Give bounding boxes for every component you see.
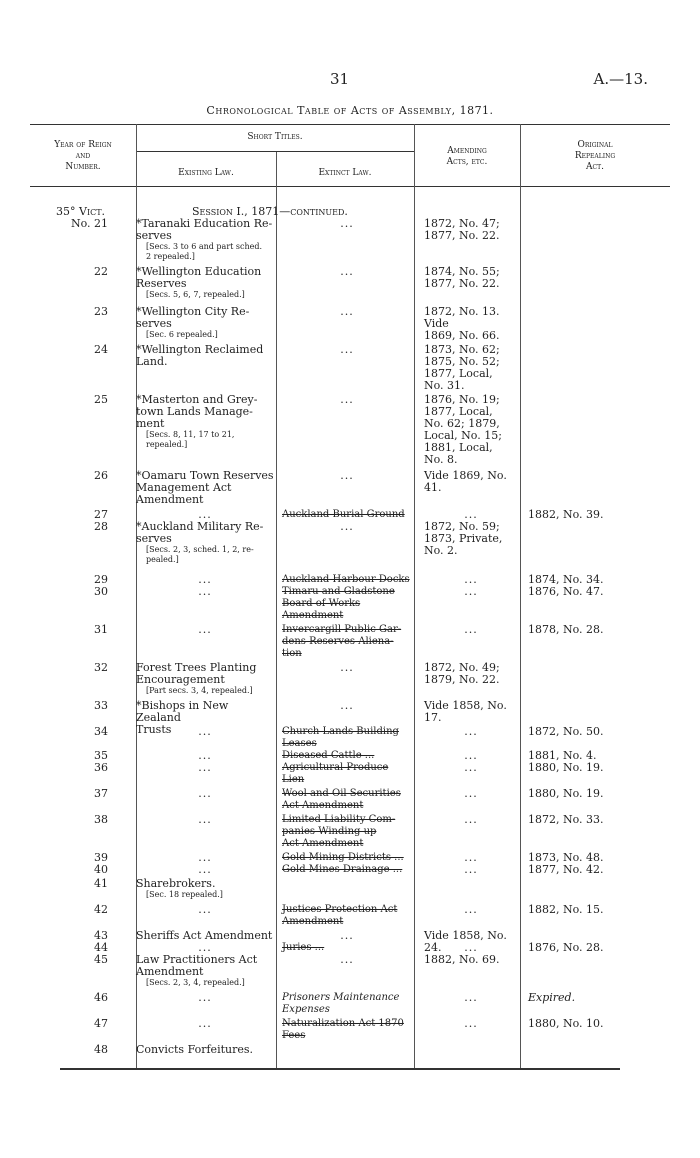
- extinct-law-title-line: ...: [340, 393, 354, 406]
- extinct-law-title: [282, 992, 412, 1016]
- amending-acts: [424, 864, 518, 876]
- extinct-law-title: [282, 864, 412, 876]
- row-number: 26: [94, 469, 108, 482]
- existing-law-title-line: ...: [198, 623, 212, 636]
- amending-acts-line: 1876, No. 19;: [424, 393, 500, 406]
- row-number: 38: [94, 813, 108, 826]
- extinct-law-title-line: Amendment: [282, 916, 344, 927]
- repeal-note: [146, 890, 276, 900]
- row-number: 25: [94, 393, 108, 406]
- repeal-note-line: [Secs. 3 to 6 and part sched.: [146, 242, 263, 251]
- extinct-law-title: [282, 266, 412, 278]
- existing-law-title-line: ...: [198, 761, 212, 774]
- existing-law-title-line: Forest Trees Planting: [136, 661, 257, 674]
- repeal-note-line: [Part secs. 3, 4, repealed.]: [146, 686, 253, 695]
- repeal-note: [146, 978, 276, 988]
- amending-acts-line: ...: [464, 851, 478, 864]
- header-bottom-rule: [30, 186, 670, 187]
- amending-acts-line: 1882, No. 69.: [424, 953, 500, 966]
- existing-law-title-line: Sheriffs Act Amendment: [136, 929, 273, 942]
- extinct-law-title: [282, 218, 412, 230]
- row-number: 45: [94, 953, 108, 966]
- extinct-law-title-line: ...: [340, 699, 354, 712]
- repealing-act: 1881, No. 4.: [528, 749, 597, 762]
- extinct-law-title-line: Auckland Harbour Docks: [282, 574, 410, 585]
- header-extinct-law: Extinct Law.: [318, 168, 372, 178]
- existing-law-title-line: *Wellington Reclaimed: [136, 343, 264, 356]
- amending-acts-line: 1872, No. 49;: [424, 661, 500, 674]
- extinct-law-title: [282, 1018, 412, 1042]
- session-label: Session I., 1871—continued.: [192, 205, 348, 218]
- existing-law-title: [136, 586, 274, 598]
- repealing-act: 1876, No. 47.: [528, 585, 604, 598]
- row-number: 42: [94, 903, 108, 916]
- amending-acts-line: Vide 1869, No. 41.: [424, 469, 507, 494]
- amending-acts-line: 1872, No. 59;: [424, 520, 500, 533]
- amending-acts-line: ...: [464, 787, 478, 800]
- repeal-note: [146, 242, 276, 262]
- extinct-law-title-line: tion: [282, 648, 302, 659]
- extinct-law-title-line: Auckland Burial Ground: [282, 509, 405, 520]
- amending-acts: [424, 662, 518, 686]
- existing-law-title: [136, 878, 274, 890]
- header-amending-acts: Amending Acts, etc.: [446, 146, 488, 167]
- extinct-law-title-line: ...: [340, 217, 354, 230]
- repeal-note: [146, 545, 276, 565]
- table-title: Chronological Table of Acts of Assembly, 1871.: [206, 104, 494, 117]
- amending-acts-line: 1877, Local,: [424, 367, 493, 380]
- document-reference: A.—13.: [593, 70, 648, 88]
- amending-acts-line: 1877, Local,: [424, 405, 493, 418]
- row-number: 34: [94, 725, 108, 738]
- amending-acts: [424, 586, 518, 598]
- existing-law-title: [136, 218, 274, 242]
- col-divider-2: [276, 152, 277, 1068]
- existing-law-title-line: Management Act: [136, 481, 232, 494]
- amending-acts-line: 1877, No. 22.: [424, 229, 500, 242]
- amending-acts-line: 1874, No. 55;: [424, 265, 500, 278]
- page-number: 31: [330, 70, 350, 88]
- amending-acts-line: 1875, No. 52;: [424, 355, 500, 368]
- repealing-act: 1882, No. 15.: [528, 903, 604, 916]
- extinct-law-title-line: Gold Mining Districts ...: [282, 852, 404, 863]
- row-number: 46: [94, 991, 108, 1004]
- amending-acts-line: 1869, No. 66.: [424, 329, 500, 342]
- row-number: 30: [94, 585, 108, 598]
- amending-acts: [424, 218, 518, 242]
- existing-law-title-line: ...: [198, 903, 212, 916]
- extinct-law-title-line: ...: [340, 520, 354, 533]
- header-short-titles: Short Titles.: [247, 132, 303, 142]
- row-number: 47: [94, 1017, 108, 1030]
- existing-law-title: [136, 788, 274, 800]
- repealing-act: 1880, No. 19.: [528, 787, 604, 800]
- extinct-law-title-line: ...: [340, 953, 354, 966]
- extinct-law-title-line: Church Lands Building: [282, 726, 399, 737]
- repeal-note-line: [Sec. 18 repealed.]: [146, 890, 223, 899]
- repealing-act: 1880, No. 10.: [528, 1017, 604, 1030]
- amending-acts: [424, 344, 518, 392]
- amending-acts: [424, 470, 518, 494]
- amending-acts: [424, 521, 518, 557]
- existing-law-title-line: Amendment: [136, 965, 204, 978]
- extinct-law-title-line: dens Reserves Aliena-: [282, 636, 394, 647]
- row-number: 43: [94, 929, 108, 942]
- extinct-law-title: [282, 930, 412, 942]
- repeal-note: [146, 330, 276, 340]
- header-year: Year of Reign and Number.: [54, 140, 112, 172]
- amending-acts-line: ...: [464, 863, 478, 876]
- amending-acts-line: Vide 1858, No. 24.: [424, 929, 507, 954]
- header-repealing-act: Original Repealing Act.: [574, 140, 616, 172]
- extinct-law-title: [282, 470, 412, 482]
- existing-law-title-line: *Masterton and Grey-: [136, 393, 258, 406]
- existing-law-title: [136, 521, 274, 545]
- repealing-act: 1876, No. 28.: [528, 941, 604, 954]
- row-number: 24: [94, 343, 108, 356]
- repealing-act: 1872, No. 33.: [528, 813, 604, 826]
- existing-law-title-line: ...: [198, 863, 212, 876]
- amending-acts-line: ...: [464, 508, 478, 521]
- extinct-law-title: [282, 624, 412, 660]
- existing-law-title-line: ...: [198, 991, 212, 1004]
- amending-acts-line: 1873, Private,: [424, 532, 503, 545]
- row-number: No. 21: [70, 217, 108, 230]
- row-number: 41: [94, 877, 108, 890]
- amending-acts-line: 1873, No. 62;: [424, 343, 500, 356]
- col-divider-4: [520, 124, 521, 1068]
- repeal-note: [146, 290, 276, 300]
- extinct-law-title: [282, 574, 412, 586]
- existing-law-title: [136, 344, 274, 368]
- repeal-note-line: [Secs. 5, 6, 7, repealed.]: [146, 290, 245, 299]
- table-top-rule: [30, 124, 670, 125]
- existing-law-title-line: ment: [136, 417, 165, 430]
- existing-law-title-line: Amendment: [136, 493, 204, 506]
- repeal-note: [146, 686, 276, 696]
- amending-acts: [424, 394, 518, 466]
- extinct-law-title: [282, 750, 412, 762]
- amending-acts-line: Local, No. 15;: [424, 429, 502, 442]
- repeal-note-line: [Secs. 8, 11, 17 to 21, repealed.]: [146, 430, 235, 449]
- repeal-note-line: pealed.]: [146, 555, 179, 564]
- repeal-note-line: [Secs. 2, 3, sched. 1, 2, re-: [146, 545, 254, 554]
- existing-law-title: [136, 723, 274, 738]
- existing-law-title-line: ...: [198, 1017, 212, 1030]
- row-number: 32: [94, 661, 108, 674]
- amending-acts-line: 1879, No. 22.: [424, 673, 500, 686]
- row-number: 39: [94, 851, 108, 864]
- existing-law-title-line: ...: [198, 725, 212, 738]
- existing-law-title-line: Sharebrokers.: [136, 877, 216, 890]
- extinct-law-title: [282, 521, 412, 533]
- extinct-law-title-line: Lien: [282, 774, 305, 785]
- extinct-law-title-line: Timaru and Gladstone: [282, 586, 395, 597]
- extinct-law-title-line: Expenses: [282, 1004, 330, 1015]
- existing-law-title-line: ...: [198, 851, 212, 864]
- extinct-law-title-line: panies Winding up: [282, 826, 377, 837]
- amending-acts: [424, 814, 518, 826]
- repealing-act: Expired.: [528, 991, 576, 1004]
- extinct-law-title-line: Board of Works: [282, 598, 361, 609]
- existing-law-title-line: *Wellington Education: [136, 265, 262, 278]
- extinct-law-title-line: Leases: [282, 738, 317, 749]
- extinct-law-title-line: ...: [340, 469, 354, 482]
- existing-law-title-line: serves: [136, 317, 172, 330]
- existing-law-title-line: Trusts: [136, 723, 172, 736]
- amending-acts-line: ...: [464, 941, 478, 954]
- amending-acts-line: ...: [464, 991, 478, 1004]
- amending-acts-line: No. 8.: [424, 453, 458, 466]
- existing-law-title-line: Law Practitioners Act: [136, 953, 258, 966]
- row-number: 33: [94, 699, 108, 712]
- extinct-law-title: [282, 954, 412, 966]
- extinct-law-title: [282, 788, 412, 812]
- existing-law-title-line: ...: [198, 508, 212, 521]
- amending-acts: [424, 624, 518, 636]
- amending-acts-line: ...: [464, 749, 478, 762]
- existing-law-title: [136, 394, 274, 430]
- extinct-law-title: [282, 662, 412, 674]
- amending-acts: [424, 992, 518, 1004]
- row-number: 23: [94, 305, 108, 318]
- existing-law-title-line: Reserves: [136, 277, 187, 290]
- extinct-law-title: [282, 586, 412, 622]
- existing-law-title: [136, 470, 274, 506]
- extinct-law-title-line: Juries ...: [282, 942, 325, 953]
- amending-acts-line: No. 62; 1879,: [424, 417, 500, 430]
- extinct-law-title-line: Justices Protection Act: [282, 904, 398, 915]
- existing-law-title: [136, 814, 274, 826]
- existing-law-title: [136, 904, 274, 916]
- extinct-law-title-line: ...: [340, 305, 354, 318]
- existing-law-title: [136, 624, 274, 636]
- existing-law-title-line: Encouragement: [136, 673, 225, 686]
- extinct-law-title-line: Agricultural Produce: [282, 762, 389, 773]
- existing-law-title-line: serves: [136, 229, 172, 242]
- amending-acts: [424, 954, 518, 966]
- row-number: 29: [94, 573, 108, 586]
- amending-acts-line: ...: [464, 573, 478, 586]
- amending-acts-line: ...: [464, 761, 478, 774]
- table-bottom-rule: [60, 1068, 620, 1070]
- extinct-law-title: [282, 344, 412, 356]
- amending-acts: [424, 266, 518, 290]
- amending-acts-line: ...: [464, 903, 478, 916]
- existing-law-title-line: ...: [198, 813, 212, 826]
- extinct-law-title-line: Invercargill Public Gar-: [282, 624, 402, 635]
- existing-law-title: [136, 662, 274, 686]
- short-titles-rule: [136, 151, 414, 152]
- row-number: 44: [94, 941, 108, 954]
- amending-acts: [424, 762, 518, 774]
- extinct-law-title-line: Diseased Cattle ...: [282, 750, 375, 761]
- amending-acts: [424, 306, 518, 342]
- row-number: 40: [94, 863, 108, 876]
- extinct-law-title: [282, 306, 412, 318]
- amending-acts-line: 1877, No. 22.: [424, 277, 500, 290]
- extinct-law-title: [282, 762, 412, 786]
- existing-law-title-line: Land.: [136, 355, 168, 368]
- existing-law-title: [136, 266, 274, 290]
- extinct-law-title-line: ...: [340, 661, 354, 674]
- repeal-note-line: [Sec. 6 repealed.]: [146, 330, 218, 339]
- existing-law-title-line: ...: [198, 573, 212, 586]
- existing-law-title: [136, 762, 274, 774]
- existing-law-title-line: *Wellington City Re-: [136, 305, 250, 318]
- row-number: 22: [94, 265, 108, 278]
- reign-label: 35° Vict.: [56, 205, 106, 218]
- existing-law-title: [136, 864, 274, 876]
- extinct-law-title: [282, 852, 412, 864]
- row-number: 35: [94, 749, 108, 762]
- header-existing-law: Existing Law.: [178, 168, 234, 178]
- existing-law-title: [136, 954, 274, 978]
- existing-law-title-line: ...: [198, 585, 212, 598]
- amending-acts-line: ...: [464, 623, 478, 636]
- existing-law-title-line: town Lands Manage-: [136, 405, 253, 418]
- extinct-law-title-line: Wool and Oil Securities: [282, 788, 401, 799]
- amending-acts-line: ...: [464, 585, 478, 598]
- amending-acts-line: ...: [464, 813, 478, 826]
- existing-law-title: [136, 306, 274, 330]
- existing-law-title: [136, 992, 274, 1004]
- extinct-law-title-line: Act Amendment: [282, 838, 364, 849]
- row-number: 28: [94, 520, 108, 533]
- extinct-law-title: [282, 726, 412, 750]
- existing-law-title-line: *Taranaki Education Re-: [136, 217, 273, 230]
- existing-law-title-line: serves: [136, 532, 172, 545]
- repeal-note: [146, 430, 276, 450]
- amending-acts-line: ...: [464, 725, 478, 738]
- extinct-law-title-line: Fees: [282, 1030, 306, 1041]
- extinct-law-title-line: ...: [340, 265, 354, 278]
- existing-law-title-line: *Bishops in New Zealand: [136, 699, 229, 724]
- row-number: 31: [94, 623, 108, 636]
- amending-acts-line: 1872, No. 13. Vide: [424, 305, 500, 330]
- repealing-act: 1872, No. 50.: [528, 725, 604, 738]
- amending-acts-line: 1872, No. 47;: [424, 217, 500, 230]
- repealing-act: 1882, No. 39.: [528, 508, 604, 521]
- existing-law-title-line: ...: [198, 749, 212, 762]
- repealing-act: 1877, No. 42.: [528, 863, 604, 876]
- row-number: 48: [94, 1043, 108, 1056]
- extinct-law-title-line: Amendment: [282, 610, 344, 621]
- amending-acts-line: No. 31.: [424, 379, 465, 392]
- amending-acts-line: Vide 1858, No. 17.: [424, 699, 507, 724]
- extinct-law-title: [282, 700, 412, 712]
- extinct-law-title-line: Act Amendment: [282, 800, 364, 811]
- amending-acts-line: No. 2.: [424, 544, 458, 557]
- row-number: 27: [94, 508, 108, 521]
- extinct-law-title-line: Naturalization Act 1870: [282, 1018, 404, 1029]
- repealing-act: 1873, No. 48.: [528, 851, 604, 864]
- repealing-act: 1880, No. 19.: [528, 761, 604, 774]
- row-number: 36: [94, 761, 108, 774]
- repeal-note-line: 2 repealed.]: [146, 252, 195, 261]
- amending-acts: [424, 904, 518, 916]
- existing-law-title: [136, 1018, 274, 1030]
- col-divider-3: [414, 124, 415, 1068]
- existing-law-title-line: *Auckland Military Re-: [136, 520, 264, 533]
- repealing-act: 1878, No. 28.: [528, 623, 604, 636]
- existing-law-title-line: *Oamaru Town Reserves: [136, 469, 274, 482]
- existing-law-title-line: ...: [198, 787, 212, 800]
- amending-acts: [424, 700, 518, 724]
- extinct-law-title: [282, 904, 412, 928]
- existing-law-title: [136, 1044, 274, 1056]
- amending-acts: [424, 788, 518, 800]
- amending-acts: [424, 1018, 518, 1030]
- amending-acts-line: ...: [464, 1017, 478, 1030]
- extinct-law-title-line: ...: [340, 929, 354, 942]
- extinct-law-title: [282, 814, 412, 850]
- amending-acts: [424, 726, 518, 738]
- extinct-law-title-line: Gold Mines Drainage ...: [282, 864, 403, 875]
- repealing-act: 1874, No. 34.: [528, 573, 604, 586]
- repeal-note-line: [Secs. 2, 3, 4, repealed.]: [146, 978, 245, 987]
- existing-law-title-line: ...: [198, 941, 212, 954]
- existing-law-title-line: Convicts Forfeitures.: [136, 1043, 254, 1056]
- extinct-law-title-line: Prisoners Maintenance: [282, 992, 400, 1003]
- extinct-law-title-line: ...: [340, 343, 354, 356]
- row-number: 37: [94, 787, 108, 800]
- extinct-law-title-line: Limited Liability Com-: [282, 814, 396, 825]
- extinct-law-title: [282, 394, 412, 406]
- amending-acts-line: 1881, Local,: [424, 441, 493, 454]
